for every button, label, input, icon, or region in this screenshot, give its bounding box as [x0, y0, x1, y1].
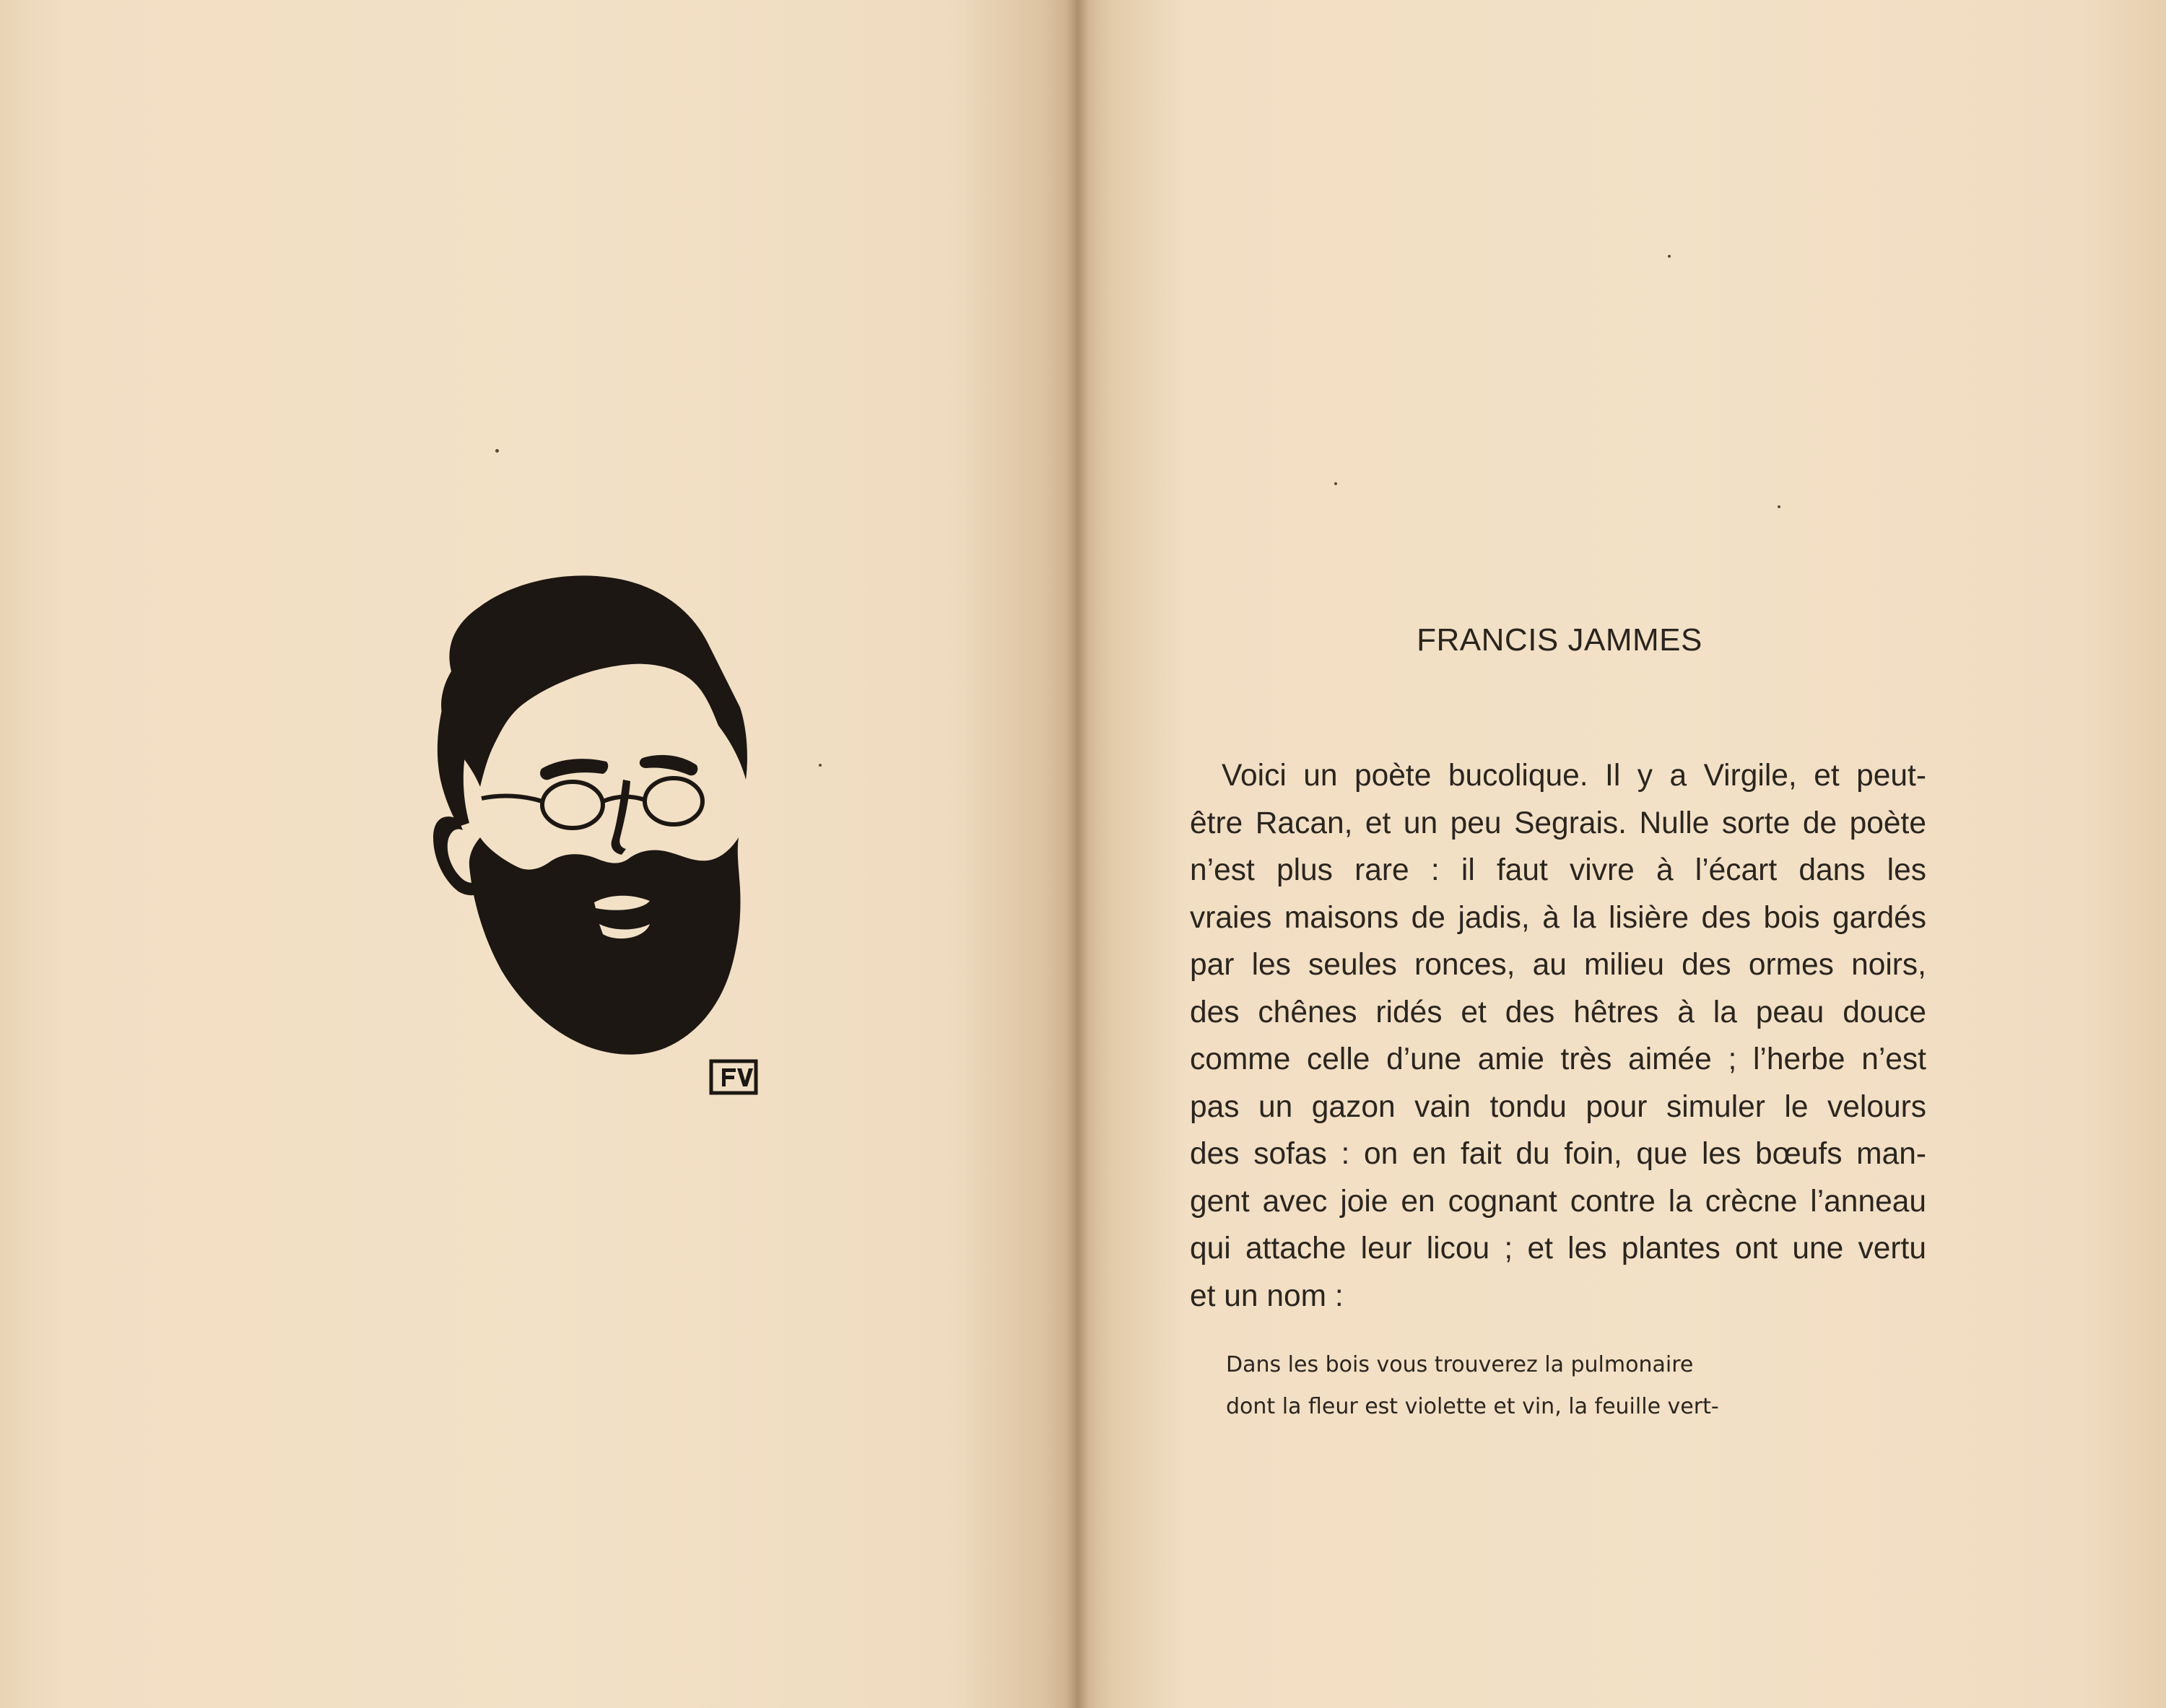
paragraph-line: Voici un poète bucolique. Il y a Virgile, et peut- — [1222, 759, 1926, 793]
paragraph-line: comme celle d’une amie très aimée ; l’herbe n’est — [1190, 1042, 1926, 1076]
book-gutter — [1067, 0, 1089, 1708]
paragraph-line: qui attache leur licou ; et les plantes ont une vertu — [1190, 1232, 1926, 1265]
paragraph-line: n’est plus rare : il faut vivre à l’écart dans les — [1190, 853, 1926, 887]
portrait-illustration — [401, 563, 776, 1097]
paragraph-line: pas un gazon vain tondu pour simuler le velours — [1190, 1089, 1926, 1124]
paragraph-line: gent avec joie en cognant contre la crècne l’anneau — [1190, 1184, 1926, 1219]
left-page — [0, 0, 1077, 1708]
paper-speck — [819, 764, 822, 767]
verse-line: dont la fleur est violette et vin, la feuille vert- — [1226, 1394, 1719, 1419]
paragraph-line: par les seules ronces, au milieu des ormes noirs, — [1190, 948, 1926, 982]
paper-speck — [1334, 482, 1337, 485]
paragraph-line: des sofas : on en fait du foin, que les bœufs man- — [1190, 1137, 1926, 1171]
chapter-title: FRANCIS JAMMES — [1417, 622, 1702, 658]
verse-line: Dans les bois vous trouverez la pulmonaire — [1226, 1352, 1694, 1377]
paragraph-line: et un nom : — [1190, 1278, 1344, 1313]
paragraph-line: être Racan, et un peu Segrais. Nulle sorte de poète — [1190, 806, 1926, 840]
verse-quote — [1226, 1344, 1876, 1428]
paragraph-line: des chênes ridés et des hêtres à la peau douce — [1190, 995, 1926, 1029]
paper-speck — [1778, 505, 1780, 508]
body-paragraph — [1190, 752, 1926, 1320]
paper-speck — [495, 449, 499, 453]
paper-speck — [1668, 255, 1671, 258]
paragraph-line: vraies maisons de jadis, à la lisière des bois gardés — [1190, 900, 1926, 935]
